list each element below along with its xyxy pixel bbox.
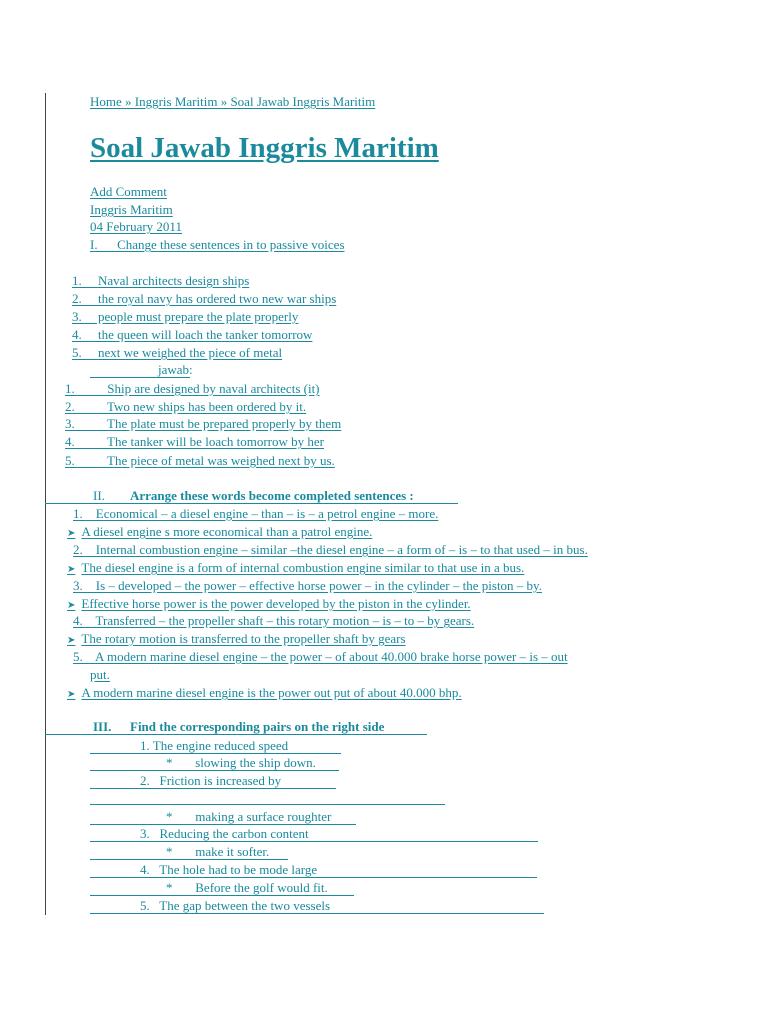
arrange-question: 1. Economical – a diesel engine – than – is – a petrol engine – more. (73, 506, 439, 521)
answer-item: 3. The plate must be prepared properly by them (65, 416, 342, 431)
section3-number: III. (93, 719, 112, 734)
answer-item: 2. Two new ships has been ordered by it. (65, 399, 307, 414)
breadcrumb[interactable]: Home » Inggris Maritim » Soal Jawab Inggris Maritim (90, 94, 376, 109)
arrowhead-bullet-icon: ➤ (67, 600, 76, 611)
date-link[interactable]: 04 February 2011 (90, 219, 182, 234)
pair-item: 1. The engine reduced speed (140, 738, 289, 753)
arrowhead-bullet-icon: ➤ (67, 635, 76, 646)
arrange-answer: ➤ The rotary motion is transferred to the propeller shaft by gears (67, 631, 406, 646)
arrange-answer: ➤ A modern marine diesel engine is the power out put of about 40.000 bhp. (67, 685, 462, 700)
pair-item: * slowing the ship down. (166, 755, 316, 770)
arrange-question: 5. A modern marine diesel engine – the power – of about 40.000 brake horse power – is – out (73, 649, 568, 664)
arrowhead-bullet-icon: ➤ (67, 528, 76, 539)
page-title[interactable]: Soal Jawab Inggris Maritim (90, 132, 439, 164)
answer-item: 4. The tanker will be loach tomorrow by her (65, 434, 324, 449)
pair-item: 4. The hole had to be mode large (140, 862, 318, 877)
section2-heading: Arrange these words become completed sentences : (130, 488, 414, 503)
section1-heading: I. Change these sentences in to passive voices (90, 237, 345, 252)
category-link[interactable]: Inggris Maritim (90, 202, 173, 217)
arrange-question: 3. Is – developed – the power – effective horse power – in the cylinder – the piston – by. (73, 578, 542, 593)
arrange-answer: ➤ The diesel engine is a form of internal combustion engine similar to that use in a bus. (67, 560, 525, 575)
section2-number: II. (93, 488, 105, 503)
question-item: 3. people must prepare the plate properly (72, 309, 299, 324)
jawab-label: jawab: (158, 362, 193, 377)
arrange-question: 2. Internal combustion engine – similar –the diesel engine – a form of – is – to that used – in bus. (73, 542, 588, 557)
question-item: 5. next we weighed the piece of metal (72, 345, 283, 360)
left-margin-rule (45, 93, 46, 915)
arrowhead-bullet-icon: ➤ (67, 689, 76, 700)
add-comment-link[interactable]: Add Comment (90, 184, 167, 199)
question-item: 2. the royal navy has ordered two new war ships (72, 291, 337, 306)
blank-answer-rule (90, 804, 445, 805)
pair-item: * making a surface roughter (166, 809, 332, 824)
pair-item: 3. Reducing the carbon content (140, 826, 309, 841)
arrange-question-continuation: put. (90, 667, 110, 682)
answer-item: 1. Ship are designed by naval architects (it) (65, 381, 320, 396)
answer-item: 5. The piece of metal was weighed next by us. (65, 453, 335, 468)
question-item: 4. the queen will loach the tanker tomorrow (72, 327, 313, 342)
arrange-question: 4. Transferred – the propeller shaft – this rotary motion – is – to – by gears. (73, 613, 475, 628)
arrange-answer: ➤ Effective horse power is the power developed by the piston in the cylinder. (67, 596, 471, 611)
arrange-answer: ➤ A diesel engine s more economical than a patrol engine. (67, 524, 373, 539)
question-item: 1. Naval architects design ships (72, 273, 250, 288)
arrowhead-bullet-icon: ➤ (67, 564, 76, 575)
pair-item: * Before the golf would fit. (166, 880, 328, 895)
pair-item: 2. Friction is increased by (140, 773, 282, 788)
section3-heading: Find the corresponding pairs on the right side (130, 719, 385, 734)
pair-item: * make it softer. (166, 844, 270, 859)
pair-item: 5. The gap between the two vessels (140, 898, 331, 913)
